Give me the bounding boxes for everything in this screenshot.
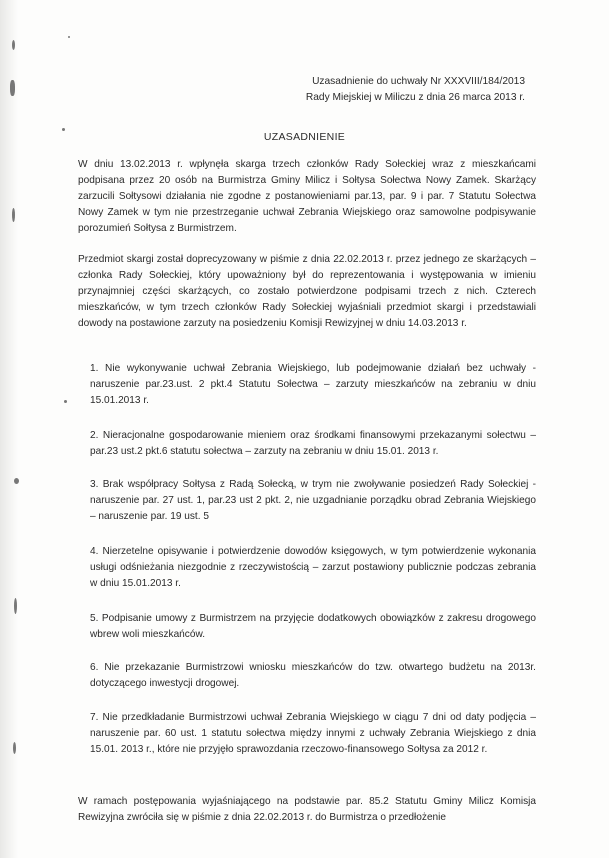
scan-artifact — [62, 128, 65, 131]
scan-artifact — [12, 208, 15, 222]
scan-artifact — [14, 478, 19, 484]
list-item-1: 1. Nie wykonywanie uchwał Zebrania Wiejskiego, lub podejmowanie działań bez uchwały - naruszenie par.23.ust. 2 pkt.4 Statutu Sołectwa – zarzuty mieszkańców na zebraniu w dniu 15.01.2013 r. — [90, 363, 536, 406]
header-line-2: Rady Miejskiej w Miliczu z dnia 26 marca 2013 r. — [305, 92, 525, 103]
scan-artifact — [64, 400, 67, 403]
scan-binding-shadow — [0, 0, 18, 858]
scan-artifact — [10, 80, 15, 96]
list-item-3: 3. Brak współpracy Sołtysa z Radą Sołecką, w trym nie zwoływanie posiedzeń Rady Sołeckiej - naruszenie par. 27 ust. 1, par.23 ust 2 pkt. 2, nie uzgadnianie porządku obrad Zebrania Wiejskiego – naruszenie par. 19 ust. 5 — [90, 479, 536, 522]
closing-paragraph: W ramach postępowania wyjaśniającego na podstawie par. 85.2 Statutu Gminy Milicz Komisja Rewizyjna zwróciła się w piśmie z dnia 22.02.2013 r. do Burmistrza o przedłożenie — [78, 796, 536, 823]
list-item-4: 4. Nierzetelne opisywanie i potwierdzenie dowodów księgowych, w tym potwierdzenie wykonania usługi odśnieżania niezgodnie z rzeczywistością – zarzut postawiony publicznie podczas zebrania w dniu 15.01.2013 r. — [90, 546, 536, 589]
paragraph-1: W dniu 13.02.2013 r. wpłynęła skarga trzech członków Rady Sołeckiej wraz z mieszkańcami podpisana przez 20 osób na Burmistrza Gminy Milicz i Sołtysa Sołectwa Nowy Zamek. Skarżący zarzucili Sołtysowi działania nie zgodne z postanowieniami par.13, par. 9 i par. 7 Statutu Sołectwa Nowy Zamek w tym nie przestrzeganie uchwał Zebrania Wiejskiego oraz samowolne podpisywanie porozumień Sołtysa z Burmistrzem. — [78, 159, 536, 234]
list-item-6: 6. Nie przekazanie Burmistrzowi wniosku mieszkańców do tzw. otwartego budżetu na 2013r. dotyczącego inwestycji drogowej. — [90, 662, 536, 689]
scan-artifact — [13, 742, 16, 754]
document-header — [306, 74, 525, 106]
paragraph-2: Przedmiot skargi został doprecyzowany w piśmie z dnia 22.02.2013 r. przez jednego ze skarżących – członka Rady Sołeckiej, który upoważniony był do reprezentowania i występowania w imieniu przynajmniej części skarżących, co zostało potwierdzone podpisami trzech z nich. Czterech mieszkańców, w tym trzech członków Rady Sołeckiej wyjaśniali przedmiot skargi i przedstawiali dowody na postawione zarzuty na posiedzeniu Komisji Rewizyjnej w dniu 14.03.2013 r. — [78, 254, 536, 329]
document-title: UZASADNIENIE — [263, 131, 346, 143]
scan-artifact — [68, 36, 70, 38]
list-item-2: 2. Nieracjonalne gospodarowanie mieniem oraz środkami finansowymi przekazanymi sołectwu – par.23 ust.2 pkt.6 statutu sołectwa – zarzuty na zebraniu w dniu 15.01. 2013 r. — [90, 430, 536, 457]
scan-artifact — [12, 40, 15, 50]
list-item-7: 7. Nie przedkładanie Burmistrzowi uchwał Zebrania Wiejskiego w ciągu 7 dni od daty podjęcia – naruszenie par. 60 ust. 1 statutu sołectwa między innymi z uchwały Zebrania Wiejskiego z dnia 15.01. 2013 r., które nie przyjęło sprawozdania rzeczowo-finansowego Sołtysa za 2012 r. — [90, 712, 536, 755]
list-item-5: 5. Podpisanie umowy z Burmistrzem na przyjęcie dodatkowych obowiązków z zakresu drogowego wbrew woli mieszkańców. — [90, 613, 536, 640]
scan-artifact — [14, 598, 17, 614]
header-line-1: Uzasadnienie do uchwały Nr XXXVIII/184/2013 — [312, 76, 525, 87]
